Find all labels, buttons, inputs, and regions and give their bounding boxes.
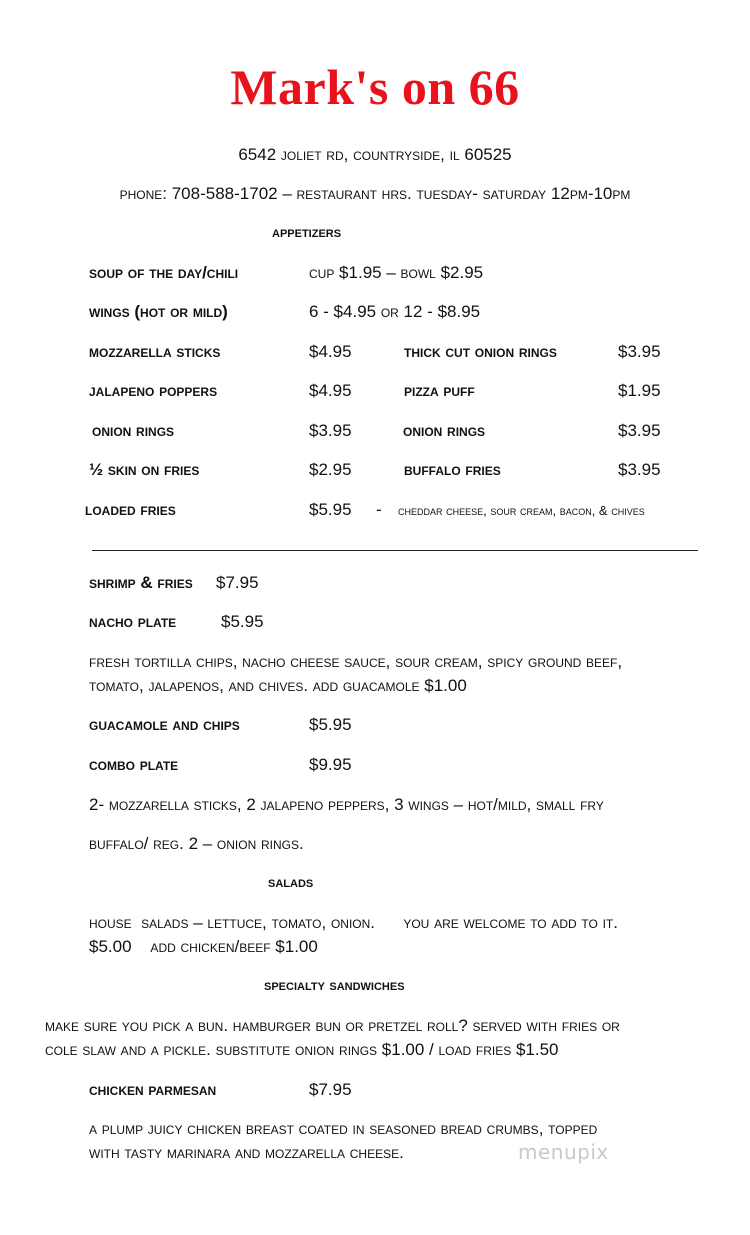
guacamole-name: guacamole and chips bbox=[89, 715, 240, 734]
guacamole-price: $5.95 bbox=[309, 715, 352, 734]
menu-item-price: $2.95 bbox=[309, 460, 352, 479]
menu-item-name: buffalo fries bbox=[404, 460, 501, 479]
menu-item-name: ½ skin on fries bbox=[89, 460, 200, 479]
chicken-parmesan-name: chicken parmesan bbox=[89, 1080, 217, 1099]
menu-item-price: $3.95 bbox=[309, 421, 352, 440]
chicken-description-line-1: a plump juicy chicken breast coated in seasoned bread crumbs, topped bbox=[89, 1119, 598, 1138]
sandwiches-intro-line-1: make sure you pick a bun. hamburger bun or pretzel roll? served with fries or bbox=[45, 1016, 620, 1035]
nacho-price: $5.95 bbox=[221, 612, 264, 631]
chicken-description-line-2: with tasty marinara and mozzarella cheese. bbox=[89, 1143, 404, 1162]
phone-hours: phone: 708-588-1702 – restaurant hrs. tuesday- saturday 12pm-10pm bbox=[119, 184, 631, 203]
sandwiches-intro-line-2: cole slaw and a pickle. substitute onion rings $1.00 / load fries $1.50 bbox=[45, 1040, 559, 1059]
menu-item-price: $3.95 bbox=[618, 460, 661, 479]
wings-name: wings (hot or mild) bbox=[89, 302, 228, 321]
chicken-parmesan-price: $7.95 bbox=[309, 1080, 352, 1099]
menu-item-price: $5.95 bbox=[309, 500, 352, 519]
salads-line-1: house salads – lettuce, tomato, onion. you are welcome to add to it. bbox=[89, 913, 618, 932]
menu-item-name: jalapeno poppers bbox=[89, 381, 218, 400]
restaurant-title: Mark's on 66 bbox=[230, 59, 520, 115]
nacho-name: nacho plate bbox=[89, 612, 177, 631]
loaded-dash: - bbox=[376, 500, 382, 519]
watermark: menupix bbox=[518, 1140, 609, 1164]
menu-item-price: $4.95 bbox=[309, 342, 352, 361]
shrimp-name: shrimp & fries bbox=[89, 573, 193, 592]
menu-item-name: pizza puff bbox=[404, 381, 475, 400]
nacho-description-line-2: tomato, jalapenos, and chives. add guacamole $1.00 bbox=[89, 676, 467, 695]
specialty-sandwiches-heading: specialty sandwiches bbox=[264, 977, 405, 994]
loaded-fries-description: cheddar cheese, sour cream, bacon, & chives bbox=[398, 503, 645, 518]
menu-item-price: $3.95 bbox=[618, 342, 661, 361]
wings-price: 6 - $4.95 or 12 - $8.95 bbox=[309, 302, 481, 321]
appetizers-heading: appetizers bbox=[272, 224, 342, 241]
soup-name: soup of the day/chili bbox=[89, 263, 239, 282]
nacho-description-line-1: fresh tortilla chips, nacho cheese sauce, sour cream, spicy ground beef, bbox=[89, 652, 623, 671]
combo-name: combo plate bbox=[89, 755, 179, 774]
menu-item-name: onion rings bbox=[92, 421, 175, 440]
shrimp-price: $7.95 bbox=[216, 573, 259, 592]
combo-description-line-2: buffalo/ reg. 2 – onion rings. bbox=[89, 834, 304, 853]
combo-price: $9.95 bbox=[309, 755, 352, 774]
menu-item-price: $1.95 bbox=[618, 381, 661, 400]
combo-description-line-1: 2- mozzarella sticks, 2 jalapeno peppers, 3 wings – hot/mild, small fry bbox=[89, 795, 604, 814]
soup-price: cup $1.95 – bowl $2.95 bbox=[309, 263, 484, 282]
menu-item-price: $4.95 bbox=[309, 381, 352, 400]
section-divider bbox=[92, 550, 698, 551]
salads-heading: salads bbox=[268, 874, 314, 891]
menu-item-price: $3.95 bbox=[618, 421, 661, 440]
menu-item-name: thick cut onion rings bbox=[404, 342, 557, 361]
menu-item-name: mozzarella sticks bbox=[89, 342, 221, 361]
menu-item-name: onion rings bbox=[403, 421, 486, 440]
salads-line-2: $5.00 add chicken/beef $1.00 bbox=[89, 937, 318, 956]
address: 6542 joliet rd, countryside, il 60525 bbox=[238, 145, 512, 164]
menu-item-name: loaded fries bbox=[85, 500, 176, 519]
